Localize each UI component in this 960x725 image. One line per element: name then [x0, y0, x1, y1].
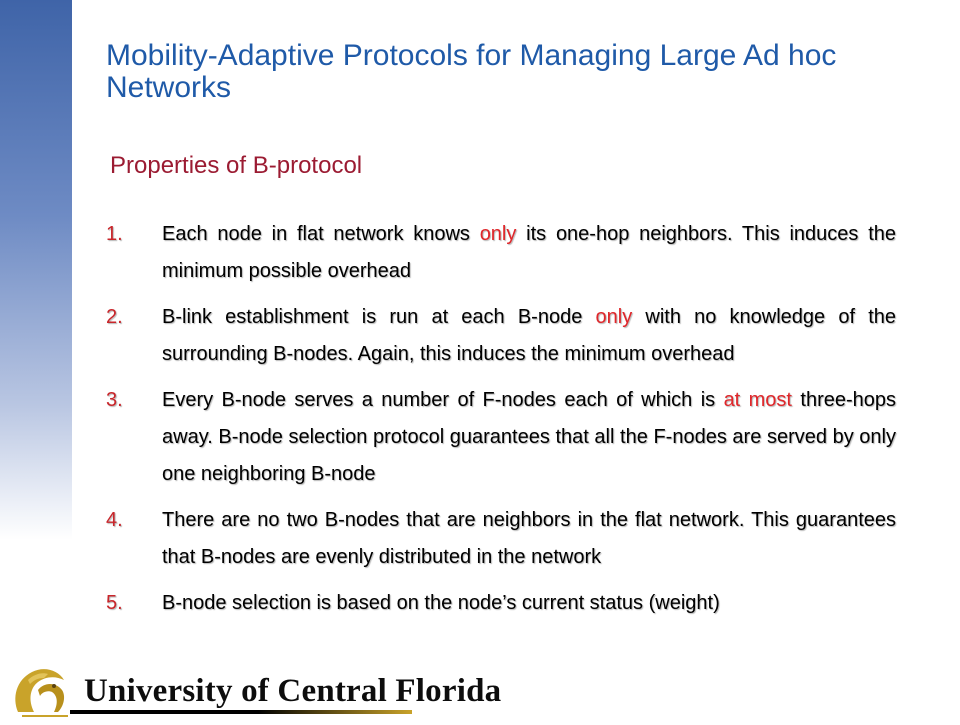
list-item — [106, 502, 896, 576]
item-number: 4. — [106, 509, 123, 531]
list-item — [106, 585, 896, 622]
item-text: There are no two B-nodes that are neighbors in the flat network. This guarantees that B-nodes are evenly distributed in the network — [162, 509, 896, 568]
item-number: 5. — [106, 592, 123, 614]
properties-list — [106, 216, 896, 631]
item-number: 1. — [106, 223, 123, 245]
item-text-rest: with no knowledge of the surrounding B-nodes. Again, this induces the minimum overhead — [162, 306, 897, 365]
item-highlight: only — [479, 223, 517, 245]
item-number: 3. — [106, 389, 123, 411]
item-text-rest: three-hops away. B-node selection protocol guarantees that all the F-nodes are served by only one neighboring B-node — [162, 389, 897, 485]
item-text: B-link establishment is run at each B-node — [162, 306, 596, 328]
list-item — [106, 216, 896, 290]
university-name: University of Central Florida — [84, 673, 502, 709]
item-text: B-node selection is based on the node’s current status (weight) — [162, 592, 720, 614]
list-item — [106, 382, 896, 493]
item-highlight: at most — [723, 389, 792, 411]
footer-rule — [70, 710, 412, 714]
slide-subtitle: Properties of B-protocol — [110, 152, 363, 179]
item-text-rest: its one-hop neighbors. This induces the minimum possible overhead — [162, 223, 896, 282]
item-text: Every B-node serves a number of F-nodes each of which is — [162, 389, 724, 411]
slide-title: Mobility-Adaptive Protocols for Managing Large Ad hoc Networks — [106, 39, 837, 104]
item-number: 2. — [106, 306, 123, 328]
item-highlight: only — [595, 306, 633, 328]
pegasus-logo-icon — [8, 660, 78, 720]
list-item — [106, 299, 896, 373]
left-gradient-band — [0, 0, 72, 540]
item-text: Each node in flat network knows — [162, 223, 480, 245]
